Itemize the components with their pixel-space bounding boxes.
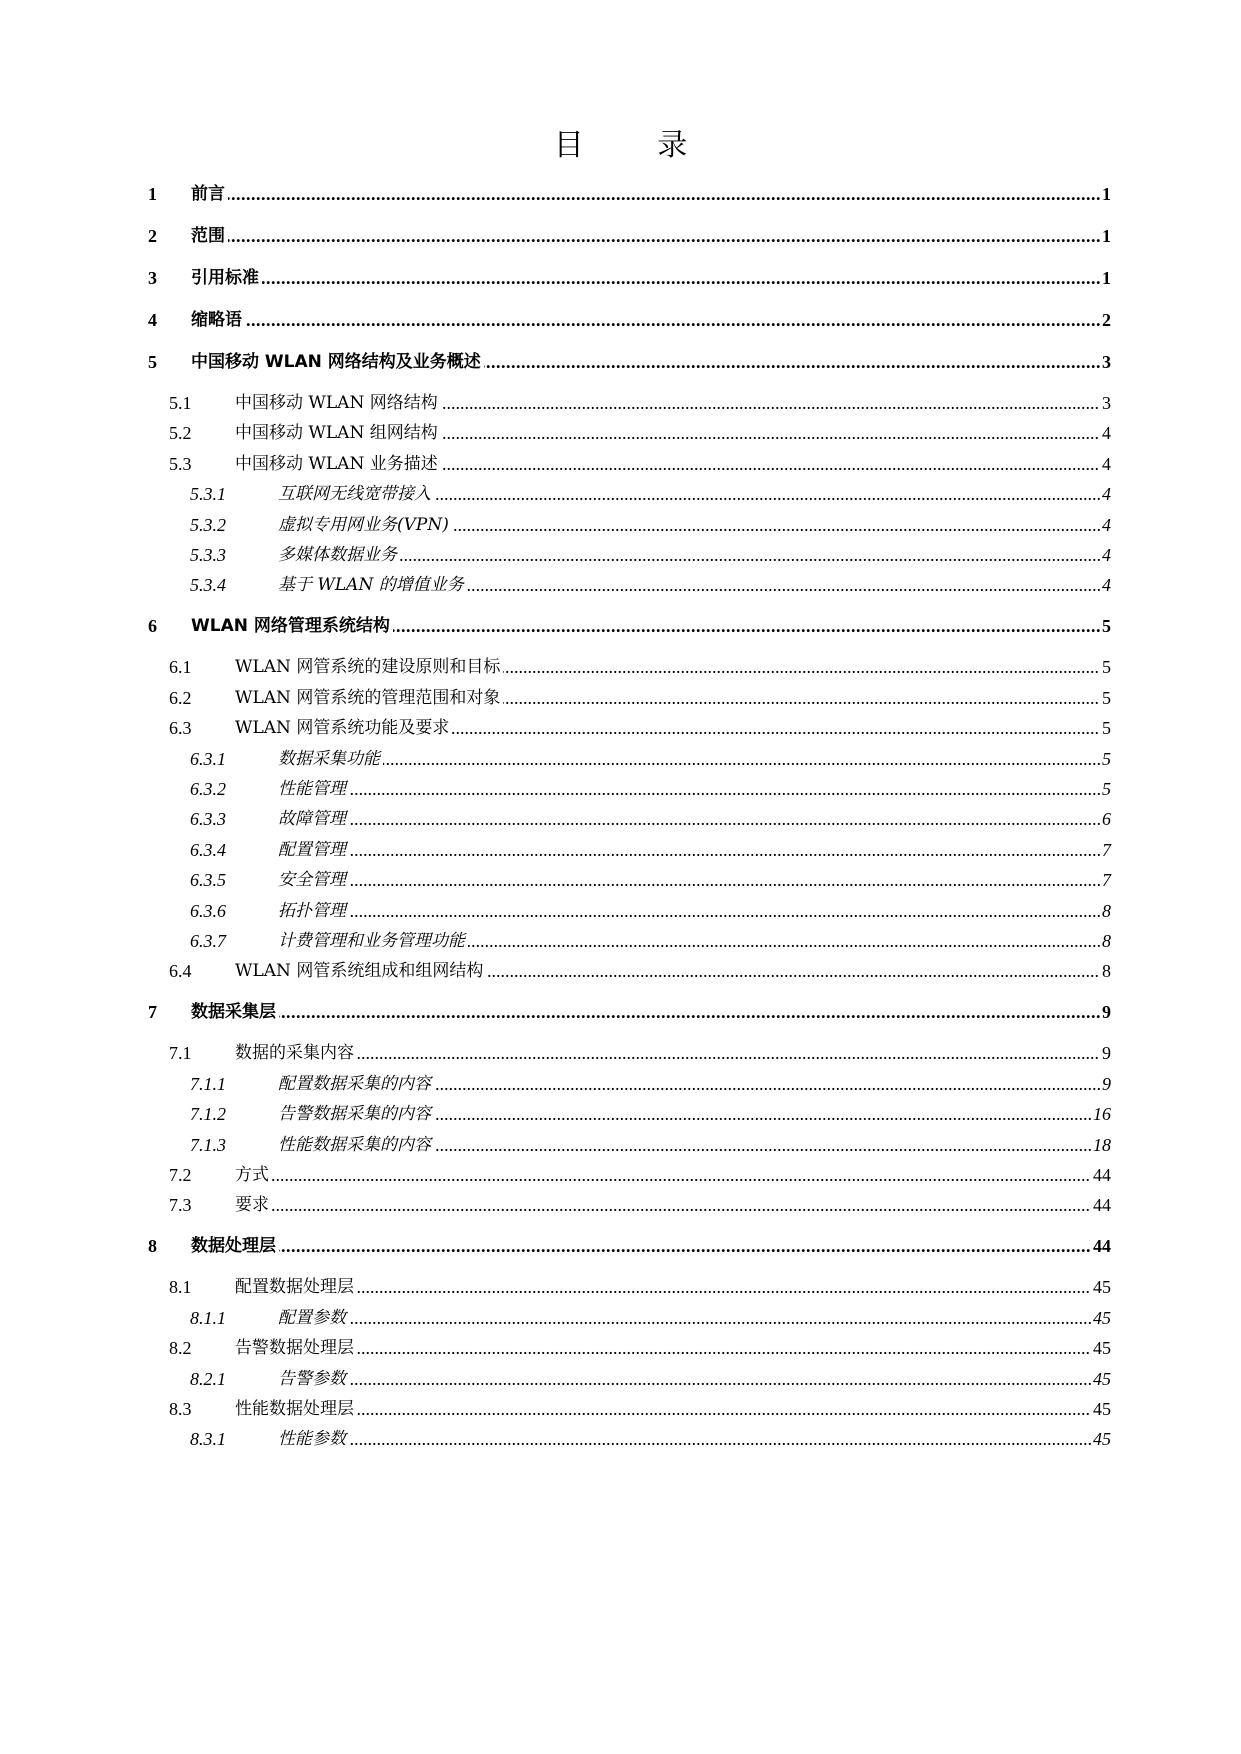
toc-entry[interactable] [0,838,1241,862]
toc-entry-number: 2 [148,226,157,246]
toc-entry[interactable] [0,686,1241,710]
toc-entry-label: 性能参数 [278,1427,349,1451]
dot-leader [235,1041,1111,1065]
toc-entry-number: 7.2 [169,1165,192,1185]
toc-entry[interactable] [0,1000,1241,1024]
toc-entry-number: 6.2 [169,688,192,708]
toc-entry-page: 3 [1102,393,1111,413]
toc-entry[interactable] [0,452,1241,476]
toc-entry[interactable] [0,482,1241,506]
toc-entry-number: 5.3.4 [190,575,226,595]
toc-entry-page: 45 [1093,1338,1111,1358]
dot-leader [191,224,1111,248]
toc-entry-page: 4 [1102,545,1111,565]
toc-entry-number: 6.3.6 [190,901,226,921]
toc-entry[interactable] [0,716,1241,740]
toc-entry[interactable] [0,266,1241,290]
dot-leader [235,1397,1111,1421]
toc-entry-page: 4 [1102,454,1111,474]
toc-entry-page: 7 [1102,870,1111,890]
toc-entry-number: 5.1 [169,393,192,413]
toc-entry[interactable] [0,224,1241,248]
toc-entry-label: 告警参数 [278,1367,349,1391]
toc-entry-number: 8.1.1 [190,1308,226,1328]
toc-entry-page: 3 [1102,352,1111,372]
toc-entry-page: 5 [1102,616,1111,636]
dot-leader [278,807,1111,831]
toc-entry[interactable] [0,1275,1241,1299]
toc-entry-number: 6 [148,616,157,636]
toc-entry[interactable] [0,1163,1241,1187]
toc-entry-page: 45 [1093,1429,1111,1449]
toc-entry-label: WLAN 网管系统的建设原则和目标 [235,655,503,679]
toc-entry[interactable] [0,747,1241,771]
toc-entry-label: 计费管理和业务管理功能 [278,929,468,953]
toc-entry-label: 告警数据采集的内容 [278,1102,434,1126]
toc-entry-label: 虚拟专用网业务(VPN) [278,513,452,537]
toc-entry-page: 9 [1102,1002,1111,1022]
dot-leader [278,1427,1111,1451]
toc-entry-number: 7.1.2 [190,1104,226,1124]
toc-entry-label: 数据采集功能 [278,747,383,771]
toc-entry-label: 中国移动 WLAN 组网结构 [235,421,441,445]
toc-entry-number: 6.3 [169,718,192,738]
toc-entry-number: 5.2 [169,423,192,443]
toc-entry[interactable] [0,543,1241,567]
toc-entry-page: 8 [1102,901,1111,921]
toc-entry-number: 8.2 [169,1338,192,1358]
toc-entry[interactable] [0,1427,1241,1451]
toc-entry-number: 8 [148,1236,157,1256]
toc-entry[interactable] [0,1234,1241,1258]
toc-entry-number: 5.3.3 [190,545,226,565]
toc-entry-label: 配置数据采集的内容 [278,1072,434,1096]
toc-entry-number: 5.3.1 [190,484,226,504]
toc-entry-page: 1 [1102,184,1111,204]
toc-entry[interactable] [0,899,1241,923]
toc-entry-number: 6.3.1 [190,749,226,769]
toc-entry-number: 6.3.5 [190,870,226,890]
toc-entry-page: 44 [1093,1236,1111,1256]
toc-entry-label: 告警数据处理层 [235,1336,357,1360]
toc-entry-page: 5 [1102,749,1111,769]
toc-entry[interactable] [0,1102,1241,1126]
toc-entry-number: 6.3.2 [190,779,226,799]
toc-entry-number: 8.2.1 [190,1369,226,1389]
toc-entry-page: 2 [1102,310,1111,330]
toc-entry[interactable] [0,929,1241,953]
toc-entry-label: 中国移动 WLAN 网络结构 [235,391,441,415]
dot-leader [278,543,1111,567]
toc-entry-page: 45 [1093,1277,1111,1297]
toc-entry-page: 5 [1102,657,1111,677]
toc-entry[interactable] [0,807,1241,831]
toc-entry[interactable] [0,573,1241,597]
toc-entry[interactable] [0,1041,1241,1065]
toc-entry-number: 6.1 [169,657,192,677]
dot-leader [235,1193,1111,1217]
toc-entry[interactable] [0,513,1241,537]
toc-entry[interactable] [0,350,1241,374]
toc-entry-label: 性能数据处理层 [235,1397,357,1421]
toc-entry-label: 中国移动 WLAN 网络结构及业务概述 [191,350,484,374]
toc-entry[interactable] [0,959,1241,983]
dot-leader [278,899,1111,923]
toc-entry-page: 4 [1102,575,1111,595]
toc-entry-page: 1 [1102,226,1111,246]
toc-entry-number: 5.3 [169,454,192,474]
toc-entry-number: 3 [148,268,157,288]
toc-entry-label: 前言 [191,182,228,206]
toc-entry-page: 9 [1102,1043,1111,1063]
toc-entry-label: 多媒体数据业务 [278,543,400,567]
toc-entry-page: 45 [1093,1399,1111,1419]
dot-leader [235,1336,1111,1360]
toc-entry-number: 5 [148,352,157,372]
toc-entry[interactable] [0,1133,1241,1157]
toc-entry-label: 引用标准 [191,266,262,290]
toc-entry[interactable] [0,308,1241,332]
toc-entry-label: 基于 WLAN 的增值业务 [278,573,467,597]
dot-leader [191,1234,1111,1258]
toc-entry-label: 数据的采集内容 [235,1041,357,1065]
toc-entry-page: 18 [1093,1135,1111,1155]
toc-entry[interactable] [0,868,1241,892]
toc-entry-label: WLAN 网管系统的管理范围和对象 [235,686,503,710]
toc-entry-label: 配置管理 [278,838,349,862]
toc-entry-number: 8.3.1 [190,1429,226,1449]
toc-entry[interactable] [0,1336,1241,1360]
dot-leader [191,1000,1111,1024]
page-title: 目 录 [553,128,720,163]
toc-entry-label: 数据处理层 [191,1234,279,1258]
toc-entry-page: 16 [1093,1104,1111,1124]
toc-entry-page: 5 [1102,688,1111,708]
toc-entry-label: 性能数据采集的内容 [278,1133,434,1157]
toc-entry-page: 5 [1102,779,1111,799]
toc-entry-number: 4 [148,310,157,330]
toc-entry[interactable] [0,655,1241,679]
toc-entry-page: 9 [1102,1074,1111,1094]
dot-leader [191,182,1111,206]
toc-entry-page: 44 [1093,1165,1111,1185]
toc-entry-number: 6.3.7 [190,931,226,951]
toc-entry-label: 性能管理 [278,777,349,801]
toc-entry[interactable] [0,777,1241,801]
toc-entry-label: 范围 [191,224,228,248]
toc-entry-label: 故障管理 [278,807,349,831]
toc-entry-page: 6 [1102,809,1111,829]
toc-entry[interactable] [0,614,1241,638]
dot-leader [278,838,1111,862]
toc-entry-number: 7 [148,1002,157,1022]
toc-entry-label: WLAN 网管系统功能及要求 [235,716,452,740]
dot-leader [235,1163,1111,1187]
toc-entry-number: 7.1.3 [190,1135,226,1155]
toc-entry-number: 7.3 [169,1195,192,1215]
toc-entry-label: 数据采集层 [191,1000,279,1024]
toc-entry-number: 1 [148,184,157,204]
dot-leader [278,868,1111,892]
toc-entry-page: 4 [1102,484,1111,504]
toc-entry-page: 45 [1093,1308,1111,1328]
toc-entry-page: 5 [1102,718,1111,738]
toc-entry-page: 8 [1102,961,1111,981]
dot-leader [278,1306,1111,1330]
toc-entry-label: 要求 [235,1193,272,1217]
toc-entry-label: 互联网无线宽带接入 [278,482,434,506]
dot-leader [191,308,1111,332]
toc-entry-label: 安全管理 [278,868,349,892]
toc-entry-label: 配置数据处理层 [235,1275,357,1299]
toc-entry-label: WLAN 网管系统组成和组网结构 [235,959,486,983]
toc-entry-page: 44 [1093,1195,1111,1215]
toc-entry-label: 缩略语 [191,308,245,332]
toc-entry-label: 拓扑管理 [278,899,349,923]
toc-entry[interactable] [0,391,1241,415]
toc-entry-number: 7.1 [169,1043,192,1063]
toc-entry-page: 7 [1102,840,1111,860]
toc-entry-number: 8.3 [169,1399,192,1419]
toc-entry-number: 6.3.4 [190,840,226,860]
toc-entry[interactable] [0,421,1241,445]
toc-entry[interactable] [0,1306,1241,1330]
dot-leader [191,266,1111,290]
dot-leader [278,747,1111,771]
toc-entry[interactable] [0,182,1241,206]
toc-entry[interactable] [0,1072,1241,1096]
toc-entry-page: 1 [1102,268,1111,288]
toc-entry-number: 5.3.2 [190,515,226,535]
toc-entry-label: WLAN 网络管理系统结构 [191,614,393,638]
toc-entry[interactable] [0,1193,1241,1217]
toc-entry-page: 4 [1102,423,1111,443]
toc-entry-number: 6.4 [169,961,192,981]
toc-entry-label: 方式 [235,1163,272,1187]
toc-entry-page: 4 [1102,515,1111,535]
toc-entry-page: 8 [1102,931,1111,951]
dot-leader [235,1275,1111,1299]
toc-entry-page: 45 [1093,1369,1111,1389]
toc-entry-number: 8.1 [169,1277,192,1297]
toc-entry-label: 中国移动 WLAN 业务描述 [235,452,441,476]
toc-entry-number: 7.1.1 [190,1074,226,1094]
toc-entry-label: 配置参数 [278,1306,349,1330]
toc-entry-number: 6.3.3 [190,809,226,829]
dot-leader [278,777,1111,801]
toc-entry[interactable] [0,1397,1241,1421]
toc-entry[interactable] [0,1367,1241,1391]
dot-leader [278,1367,1111,1391]
